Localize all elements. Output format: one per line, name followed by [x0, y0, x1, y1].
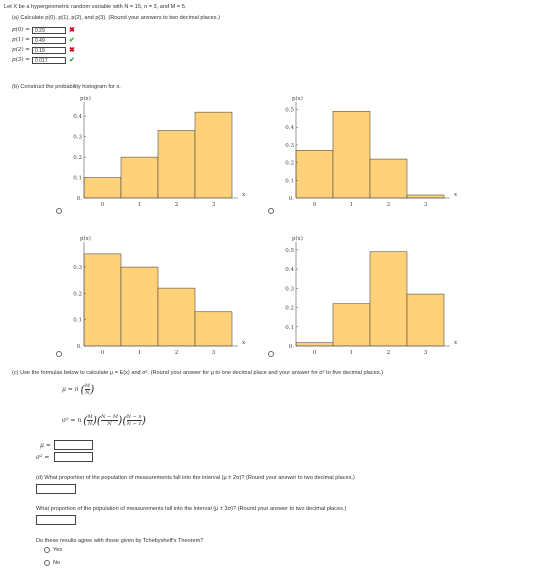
- y-axis-label: p(x): [292, 96, 303, 102]
- x-tick-label: 0: [100, 202, 105, 208]
- histogram-bar: [333, 111, 370, 198]
- p3-label: p(3) =: [12, 57, 30, 63]
- histogram-bar: [370, 252, 407, 346]
- y-tick-label: 0.1: [285, 324, 294, 331]
- x-axis-label: x: [454, 340, 458, 346]
- y-tick-label: 0.4: [285, 267, 294, 274]
- y-tick-label: 0.2: [73, 291, 82, 298]
- part-d-prompt-tchebysheff: Do these results agree with those given by Tchebysheff's Theorem?: [36, 538, 204, 544]
- p2-input[interactable]: 0.19: [32, 47, 66, 54]
- sigma-formula-lhs: σ² = n: [62, 417, 82, 424]
- histogram-bar: [296, 343, 333, 346]
- p1-input[interactable]: 0.49: [32, 37, 66, 44]
- histogram-bar: [333, 304, 370, 346]
- y-tick-label: 0.: [288, 344, 294, 350]
- x-tick-label: 3: [211, 202, 216, 208]
- histogram-bar: [195, 112, 232, 198]
- histogram-bar: [296, 150, 333, 198]
- proportion-2sigma-input[interactable]: [36, 484, 76, 494]
- option-no-label: No: [53, 560, 61, 566]
- x-tick-label: 2: [174, 350, 179, 356]
- mu-label: μ =: [40, 442, 51, 449]
- radio-yes[interactable]: [44, 547, 50, 553]
- histogram-bar: [195, 312, 232, 346]
- histogram-bar: [158, 288, 195, 346]
- x-tick-label: 3: [211, 350, 216, 356]
- sigma-label: σ² =: [36, 454, 50, 461]
- x-tick-label: 1: [349, 202, 354, 208]
- y-axis-label: p(x): [80, 96, 91, 102]
- x-tick-label: 0: [312, 350, 317, 356]
- sigma-f3-num: N − n: [126, 414, 142, 420]
- x-tick-label: 0: [312, 202, 317, 208]
- histogram-1: [60, 92, 250, 210]
- y-tick-label: 0.3: [285, 142, 294, 149]
- histogram-3: [60, 232, 250, 358]
- y-tick-label: 0.: [76, 344, 82, 350]
- histogram-2: [272, 92, 462, 210]
- histogram-4: [272, 232, 462, 358]
- y-tick-label: 0.3: [73, 134, 82, 141]
- p1-label: p(1) =: [12, 37, 30, 43]
- histogram-3-radio[interactable]: [56, 351, 62, 357]
- y-tick-label: 0.4: [285, 125, 294, 132]
- x-tick-label: 2: [386, 350, 391, 356]
- x-axis-label: x: [454, 192, 458, 198]
- p0-label: p(0) =: [12, 27, 30, 33]
- proportion-3sigma-input[interactable]: [36, 515, 76, 525]
- sigma-formula: σ² = n ( $\frac{M}{N}$ )( $\frac{N - M}{N}$ )( $\frac{N - n}{N - 1}$ ): [62, 414, 146, 427]
- histogram-bar: [370, 159, 407, 198]
- x-tick-label: 1: [137, 202, 142, 208]
- histogram-1-radio[interactable]: [56, 208, 62, 214]
- part-d-prompt-3sigma: What proportion of the population of measurements fall into the interval (μ ± 3σ)? (Round your answer to two decimal places.): [36, 506, 347, 512]
- histogram-bar: [407, 294, 444, 346]
- radio-no[interactable]: [44, 560, 50, 566]
- y-tick-label: 0.3: [73, 265, 82, 272]
- histogram-bar: [121, 157, 158, 198]
- histogram-bar: [407, 195, 444, 198]
- y-tick-label: 0.5: [285, 107, 294, 114]
- correct-check-icon: ✔: [69, 57, 75, 64]
- part-c-prompt: (c) Use the formulas below to calculate μ = E(x) and σ². (Round your answer for μ to one decimal place and your answer for σ² to five decimal places.): [12, 370, 384, 376]
- p0-input[interactable]: 0.29: [32, 27, 66, 34]
- y-tick-label: 0.1: [285, 178, 294, 185]
- mu-formula-lhs: μ = n: [62, 386, 79, 393]
- histogram-2-radio[interactable]: [268, 208, 274, 214]
- x-tick-label: 0: [100, 350, 105, 356]
- x-tick-label: 3: [423, 202, 428, 208]
- sigma-f1-den: N: [87, 421, 93, 427]
- x-axis-label: x: [242, 192, 246, 198]
- histogram-bar: [84, 178, 121, 198]
- part-a-prompt: (a) Calculate p(0), p(1), p(2), and p(3). (Round your answers to two decimal places.): [12, 15, 220, 21]
- y-tick-label: 0.1: [73, 317, 82, 324]
- part-d-prompt-2sigma: (d) What proportion of the population of measurements fall into the interval (μ ± 2σ)? (Round your answer to two decimal places.): [36, 475, 355, 481]
- x-axis-label: x: [242, 340, 246, 346]
- y-axis-label: p(x): [292, 236, 303, 242]
- x-tick-label: 1: [349, 350, 354, 356]
- option-yes-label: Yes: [53, 547, 63, 553]
- incorrect-x-icon: ✖: [69, 47, 75, 54]
- x-tick-label: 1: [137, 350, 142, 356]
- y-tick-label: 0.2: [285, 160, 294, 167]
- correct-check-icon: ✔: [69, 37, 75, 44]
- part-b-prompt: (b) Construct the probability histogram for x.: [12, 84, 121, 90]
- histogram-bar: [158, 131, 195, 198]
- p2-label: p(2) =: [12, 47, 30, 53]
- incorrect-x-icon: ✖: [69, 27, 75, 34]
- y-tick-label: 0.3: [285, 286, 294, 293]
- y-tick-label: 0.: [288, 196, 294, 202]
- problem-intro: Let X be a hypergeometric random variable with N = 15, n = 3, and M = 5.: [4, 4, 187, 10]
- mu-frac-den: N: [85, 390, 90, 396]
- x-tick-label: 3: [423, 350, 428, 356]
- sigma-squared-input[interactable]: [54, 452, 93, 462]
- histogram-bar: [84, 254, 121, 346]
- sigma-f2-den: N: [107, 421, 112, 427]
- y-tick-label: 0.: [76, 196, 82, 202]
- histogram-bar: [121, 267, 158, 346]
- x-tick-label: 2: [386, 202, 391, 208]
- sigma-f1-num: M: [87, 414, 93, 420]
- sigma-f2-num: N − M: [101, 414, 119, 420]
- y-tick-label: 0.5: [285, 247, 294, 254]
- y-tick-label: 0.2: [285, 305, 294, 312]
- x-tick-label: 2: [174, 202, 179, 208]
- sigma-f3-den: N − 1: [126, 421, 142, 427]
- y-tick-label: 0.4: [73, 114, 82, 121]
- y-tick-label: 0.2: [73, 155, 82, 162]
- mu-frac-num: M: [84, 383, 90, 389]
- y-tick-label: 0.1: [73, 175, 82, 182]
- y-axis-label: p(x): [80, 236, 91, 242]
- mu-formula: μ = n ( $\frac{M}{N}$ ): [62, 383, 95, 396]
- histogram-4-radio[interactable]: [268, 351, 274, 357]
- mu-input[interactable]: [54, 440, 93, 450]
- p3-input[interactable]: 0.017: [32, 57, 66, 64]
